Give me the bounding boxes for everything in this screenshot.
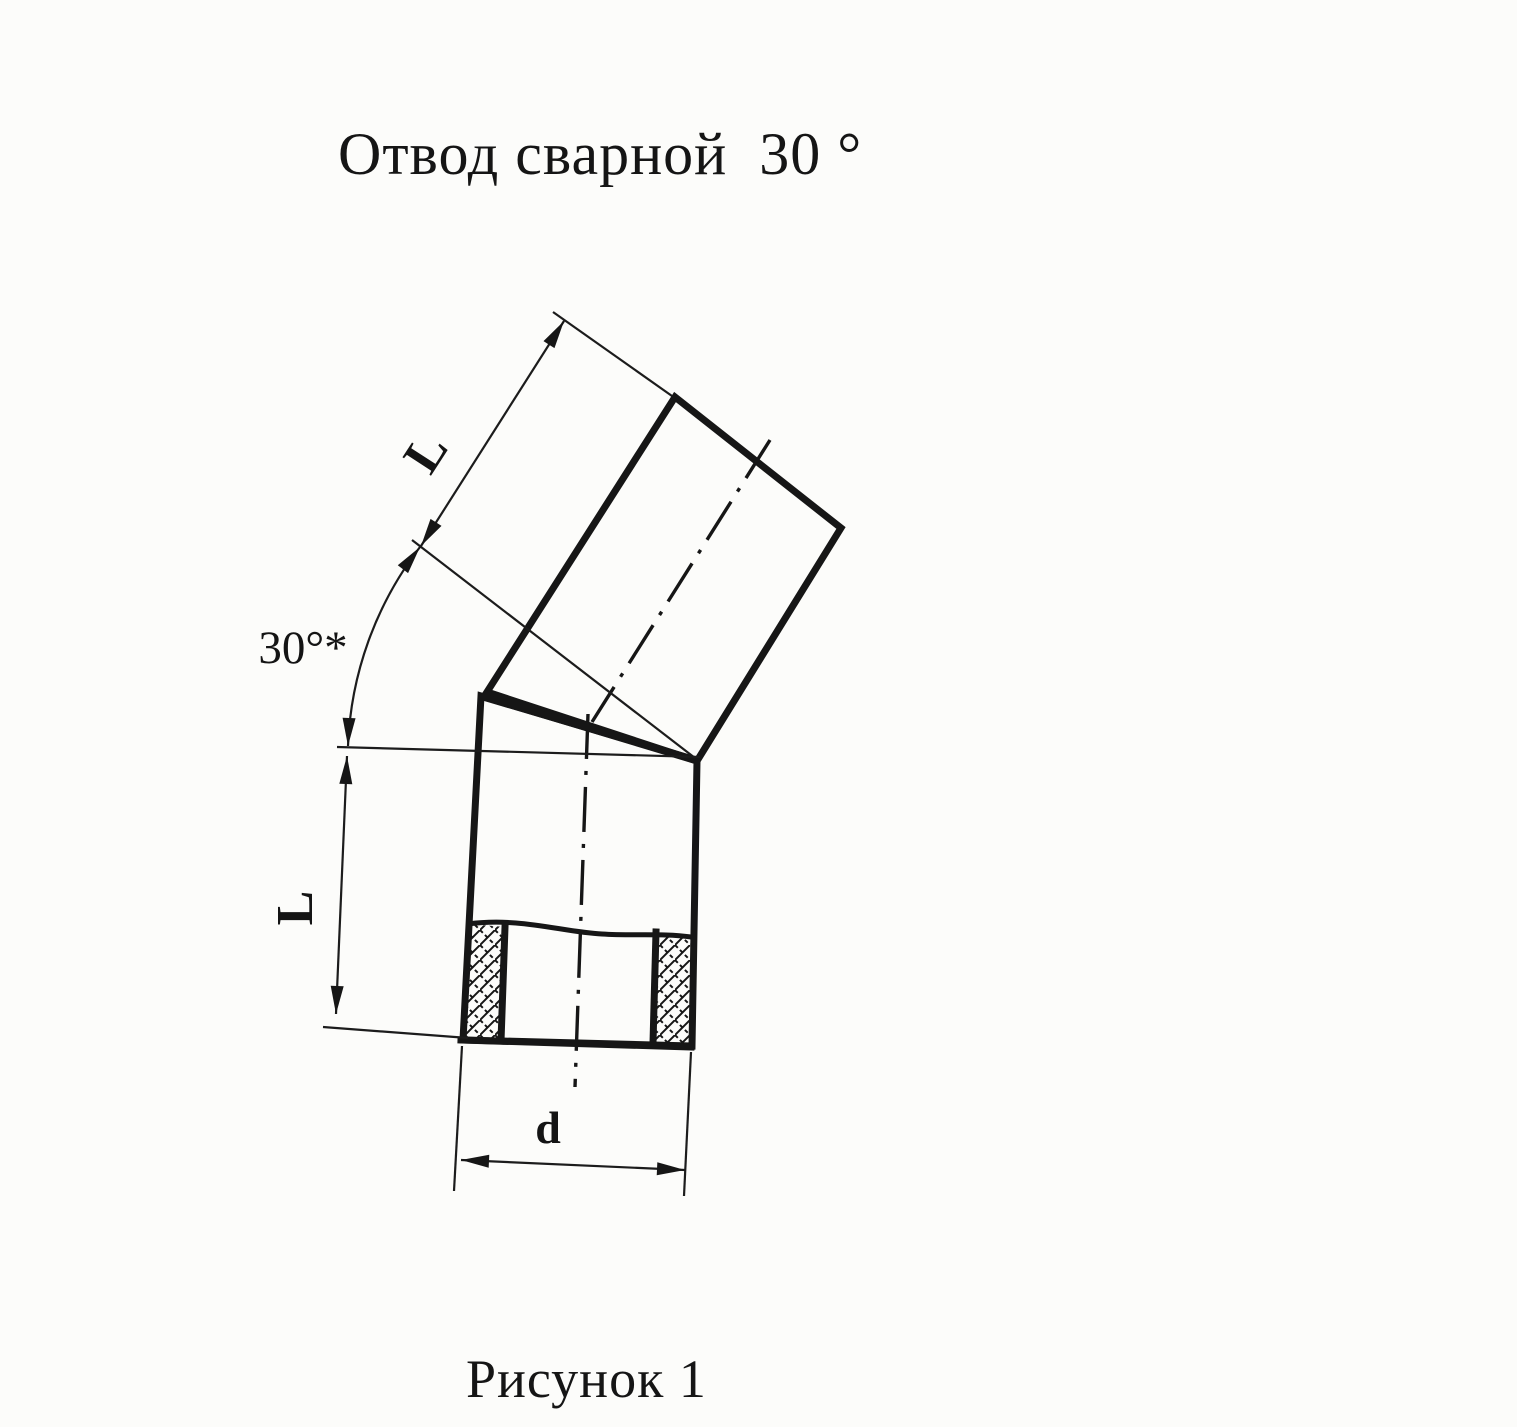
angle-arc (348, 547, 420, 746)
weld-seam-line (483, 697, 696, 760)
dim-line-L-upper (421, 321, 564, 546)
extension-line-d-left (454, 1046, 462, 1191)
figure-caption: Рисунок 1 (466, 1349, 707, 1409)
dim-line-d (461, 1160, 685, 1170)
label-L-upper: L (392, 422, 460, 484)
label-L-lower: L (267, 890, 324, 926)
pipe-upper-segment (487, 397, 841, 761)
bore-right-line (653, 932, 656, 1043)
bore-left-line (501, 927, 505, 1041)
extension-line-through-vertex (412, 540, 695, 758)
extension-line-d-right (684, 1052, 691, 1196)
extension-line-bottom-corner (323, 1027, 468, 1038)
dim-diameter (454, 1046, 691, 1196)
dim-length-upper (393, 312, 695, 758)
label-angle: 30°* (258, 622, 348, 674)
dim-length-lower (267, 756, 468, 1038)
extension-line-top-face (553, 312, 672, 396)
drawing-title: Отвод сварной 30 ° (338, 121, 863, 187)
dim-line-L-lower (336, 756, 347, 1014)
centerline-lower (575, 714, 588, 1087)
label-d: d (535, 1102, 561, 1153)
